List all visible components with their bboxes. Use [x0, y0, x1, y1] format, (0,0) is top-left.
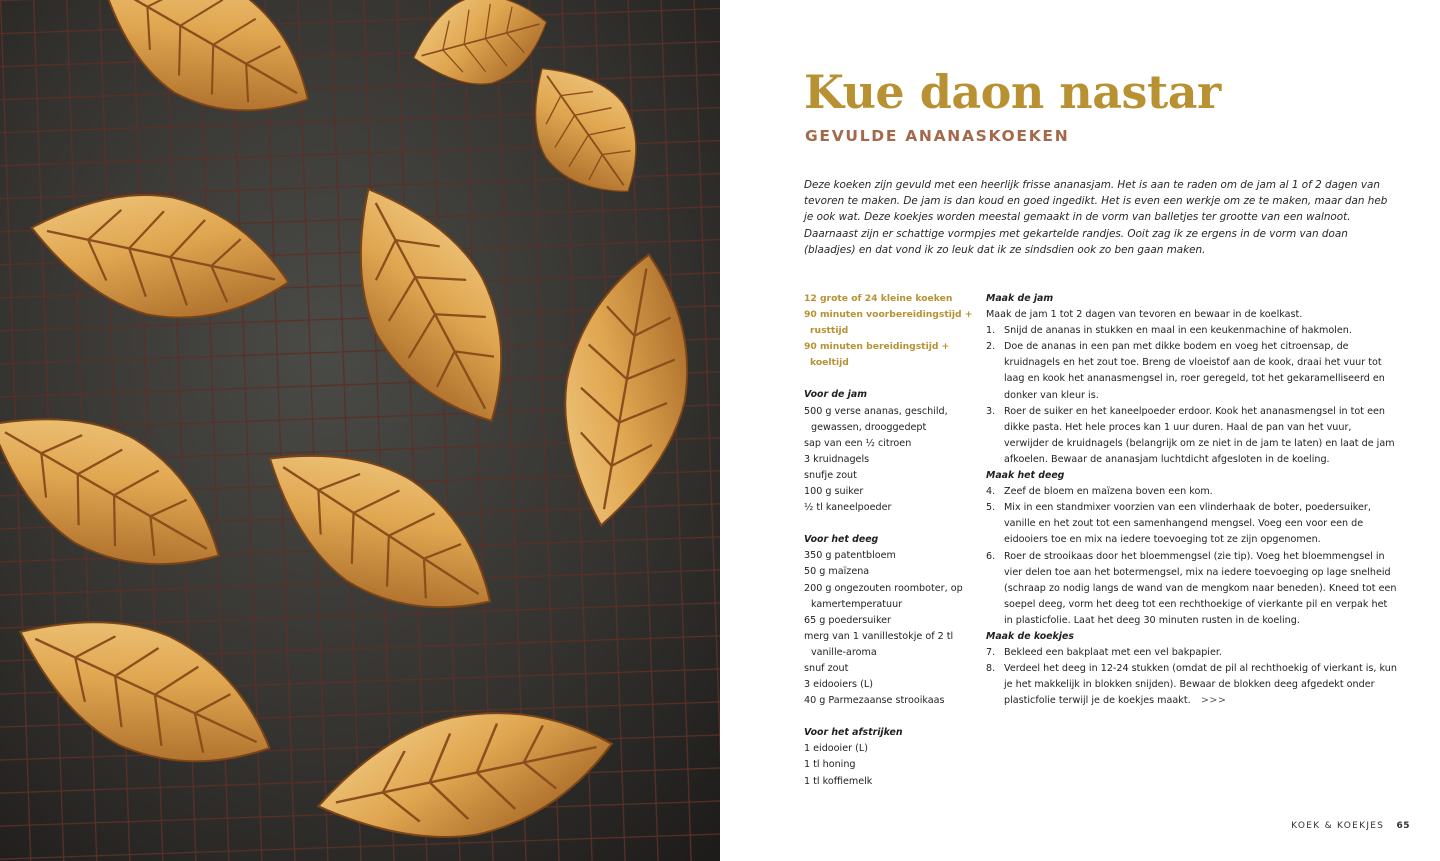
method-section-dough: [986, 468, 1398, 629]
step-number: 5.: [986, 502, 996, 514]
step-number: 2.: [986, 341, 996, 353]
recipe-meta: [804, 291, 982, 371]
ingredient-group-jam: [804, 387, 982, 516]
ingredient-item: 3 kruidnagels: [804, 453, 870, 465]
ingredient-item: 50 g maïzena: [804, 566, 870, 578]
ingredient-item: 65 g poedersuiker: [804, 614, 891, 626]
page-footer: [1291, 819, 1410, 833]
recipe-page: [720, 0, 1440, 861]
method-heading: Maak de jam: [986, 293, 1054, 304]
ingredient-item: 40 g Parmezaanse strooikaas: [804, 695, 945, 707]
step-text: Doe de ananas in een pan met dikke bodem en voeg het citroensap, de kruidnagels en het zout toe. Breng de vloeistof aan de kook, draai het vuur tot laag en kook het ananasmengsel in, roer geregeld, tot het gekaramelliseerd en donker van kleur is.: [1004, 341, 1385, 401]
ingredient-item: 1 tl honing: [804, 759, 856, 771]
method-heading: Maak de koekjes: [986, 630, 1074, 642]
recipe-subtitle: GEVULDE ANANASKOEKEN: [805, 127, 1070, 145]
page-number: 65: [1396, 821, 1410, 831]
step-number: 6.: [986, 550, 996, 562]
method-step: [986, 404, 1398, 468]
step-number: 1.: [986, 325, 996, 337]
recipe-intro: Deze koeken zijn gevuld met een heerlijk frisse ananasjam. Het is aan te raden om de jam al 1 of 2 dagen van tevoren te maken. De jam is dan koud en goed ingedikt. Het is even een werkje om ze te maken, maar dan heb je ook wat. Deze koekjes worden meestal gemaakt in de vorm van balletjes ter grootte van een walnoot. Daarnaast zijn er schattige vormpjes met gekartelde randjes. Ooit zag ik ze ergens in de vorm van doan (blaadjes) en dat vond ik zo leuk dat ik ze sindsdien ook zo ben gaan maken.: [804, 179, 1388, 256]
method-section-jam: [986, 291, 1398, 468]
step-text: Snijd de ananas in stukken en maal in een keukenmachine of hakmolen.: [1004, 325, 1352, 337]
ingredient-item: snufje zout: [804, 469, 857, 481]
section-name: KOEK & KOEKJES: [1291, 821, 1385, 831]
recipe-title: Kue daon nastar: [804, 65, 1221, 119]
ingredient-item: merg van 1 vanillestokje of 2 tl vanille-aroma: [804, 630, 954, 658]
step-text: Bekleed een bakplaat met een vel bakpapier.: [1004, 647, 1222, 659]
continue-marker: >>>: [1193, 695, 1227, 707]
ingredient-group-dough: [804, 532, 982, 709]
method-step: [986, 323, 1398, 339]
ingredient-item: 1 tl koffiemelk: [804, 775, 873, 787]
ingredient-item: 3 eidooiers (L): [804, 679, 873, 691]
ingredient-item: 350 g patentbloem: [804, 550, 896, 562]
method-step: [986, 500, 1398, 548]
ingredients-column: [804, 291, 982, 790]
prep-time: 90 minuten voorbereidingstijd + rusttijd: [804, 309, 973, 337]
method-step: [986, 645, 1398, 661]
ingredient-heading: Voor het deeg: [804, 534, 879, 546]
method-section-cookies: [986, 629, 1398, 709]
cook-time: 90 minuten bereidingstijd + koeltijd: [804, 341, 950, 369]
ingredient-item: 500 g verse ananas, geschild, gewassen, drooggedept: [804, 405, 948, 433]
step-number: 4.: [986, 486, 996, 498]
ingredient-item: 1 eidooier (L): [804, 743, 868, 755]
method-lead: Maak de jam 1 tot 2 dagen van tevoren en bewaar in de koelkast.: [986, 309, 1303, 321]
method-step: [986, 661, 1398, 709]
ingredient-item: 100 g suiker: [804, 486, 864, 498]
ingredient-item: 200 g ongezouten roomboter, op kamertemperatuur: [804, 582, 963, 610]
ingredient-item: snuf zout: [804, 662, 849, 674]
ingredient-item: ½ tl kaneelpoeder: [804, 502, 892, 514]
servings: 12 grote of 24 kleine koeken: [804, 293, 953, 304]
ingredient-heading: Voor het afstrijken: [804, 727, 903, 739]
ingredient-heading: Voor de jam: [804, 389, 867, 401]
step-text: Verdeel het deeg in 12-24 stukken (omdat de pil al rechthoekig of vierkant is, kun je het makkelijk in blokken snijden). Bewaar de blokken deeg afgedekt onder plasticfolie terwijl je de koekjes maakt.: [1004, 663, 1397, 707]
step-text: Roer de strooikaas door het bloemmengsel (zie tip). Voeg het bloemmengsel in vier delen toe aan het botermengsel, mix na iedere toevoeging op lage snelheid (schraap zo nodig langs de wand van de mengkom naar beneden). Kneed tot een soepel deeg, vorm het deeg tot een rechthoekige of vierkante pil en verpak het in plasticfolie. Laat het deeg 30 minuten rusten in de koeling.: [1004, 550, 1397, 626]
step-number: 7.: [986, 647, 996, 659]
method-step: [986, 484, 1398, 500]
method-step: [986, 339, 1398, 403]
step-text: Mix in een standmixer voorzien van een vlinderhaak de boter, poedersuiker, vanille en het zout tot een samenhangend mengsel. Voeg een voor een de eidooiers toe en mix na iedere toevoeging tot ze zijn opgenomen.: [1004, 502, 1371, 546]
step-text: Zeef de bloem en maïzena boven een kom.: [1004, 486, 1213, 498]
method-step: [986, 549, 1398, 629]
step-number: 3.: [986, 405, 996, 417]
step-text: Roer de suiker en het kaneelpoeder erdoor. Kook het ananasmengsel in tot een dikke pasta. Het hele proces kan 1 uur duren. Haal de pan van het vuur, verwijder de kruidnagels (belangrijk om ze niet in de jam te laten) en laat de jam afkoelen. Bewaar de ananasjam luchtdicht afgesloten in de koeling.: [1004, 405, 1395, 465]
ingredient-item: sap van een ½ citroen: [804, 437, 912, 449]
ingredient-group-glaze: [804, 725, 982, 789]
step-number: 8.: [986, 663, 996, 675]
method-column: [986, 291, 1398, 709]
method-heading: Maak het deeg: [986, 470, 1065, 482]
